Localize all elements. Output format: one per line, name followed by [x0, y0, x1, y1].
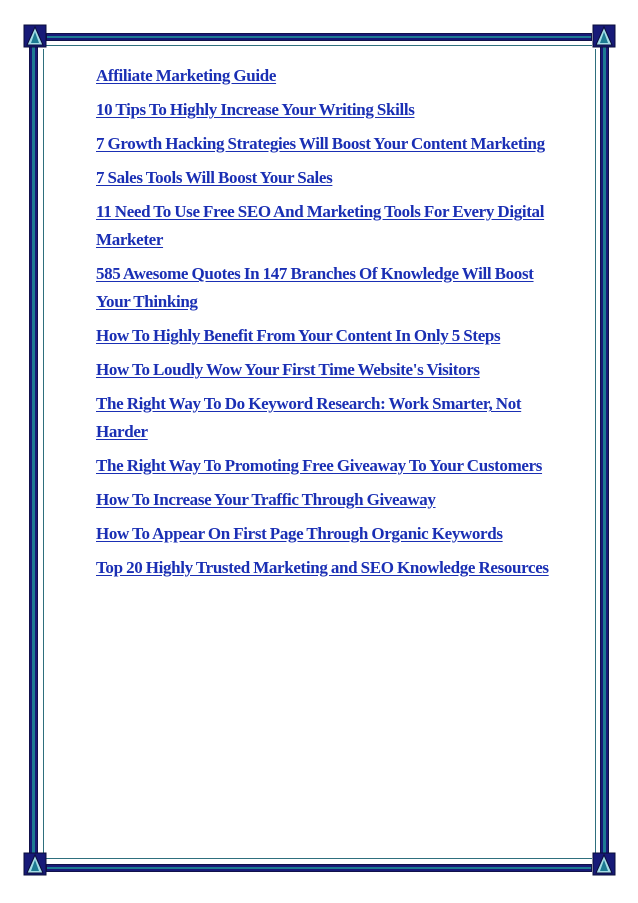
link-traffic-through-giveaway[interactable]: How To Increase Your Traffic Through Giveaway [96, 490, 436, 509]
page-border-top [46, 33, 592, 41]
link-wow-first-time-visitors[interactable]: How To Loudly Wow Your First Time Website's Visitors [96, 360, 480, 379]
page-border-right [600, 41, 609, 864]
page-border-bottom [46, 864, 592, 872]
list-item [96, 62, 566, 90]
corner-ornament-icon [23, 852, 47, 876]
inner-border-top [46, 45, 592, 46]
inner-border-left [43, 49, 44, 856]
link-keyword-research[interactable]: The Right Way To Do Keyword Research: Work Smarter, Not Harder [96, 394, 522, 441]
inner-border-right [595, 49, 596, 856]
link-promoting-free-giveaway[interactable]: The Right Way To Promoting Free Giveaway To Your Customers [96, 456, 543, 475]
inner-border-bottom [46, 858, 592, 859]
list-item [96, 486, 566, 514]
list-item [96, 356, 566, 384]
corner-ornament-icon [23, 24, 47, 48]
list-item [96, 260, 566, 316]
link-awesome-quotes[interactable]: 585 Awesome Quotes In 147 Branches Of Knowledge Will Boost Your Thinking [96, 264, 534, 311]
page-border-left [29, 41, 38, 864]
list-item [96, 452, 566, 480]
corner-ornament-icon [592, 24, 616, 48]
list-item [96, 554, 566, 582]
list-item [96, 164, 566, 192]
link-growth-hacking-strategies[interactable]: 7 Growth Hacking Strategies Will Boost Your Content Marketing [96, 134, 545, 153]
link-benefit-from-content[interactable]: How To Highly Benefit From Your Content In Only 5 Steps [96, 326, 501, 345]
link-seo-marketing-tools[interactable]: 11 Need To Use Free SEO And Marketing Tools For Every Digital Marketer [96, 202, 545, 249]
link-trusted-seo-resources[interactable]: Top 20 Highly Trusted Marketing and SEO Knowledge Resources [96, 558, 549, 577]
list-item [96, 96, 566, 124]
list-item [96, 198, 566, 254]
link-first-page-organic-keywords[interactable]: How To Appear On First Page Through Organic Keywords [96, 524, 503, 543]
corner-ornament-icon [592, 852, 616, 876]
link-affiliate-marketing-guide[interactable]: Affiliate Marketing Guide [96, 66, 277, 85]
list-item [96, 520, 566, 548]
link-sales-tools[interactable]: 7 Sales Tools Will Boost Your Sales [96, 168, 333, 187]
list-item [96, 130, 566, 158]
link-writing-skills-tips[interactable]: 10 Tips To Highly Increase Your Writing Skills [96, 100, 415, 119]
list-item [96, 390, 566, 446]
article-link-list [96, 62, 566, 588]
list-item [96, 322, 566, 350]
